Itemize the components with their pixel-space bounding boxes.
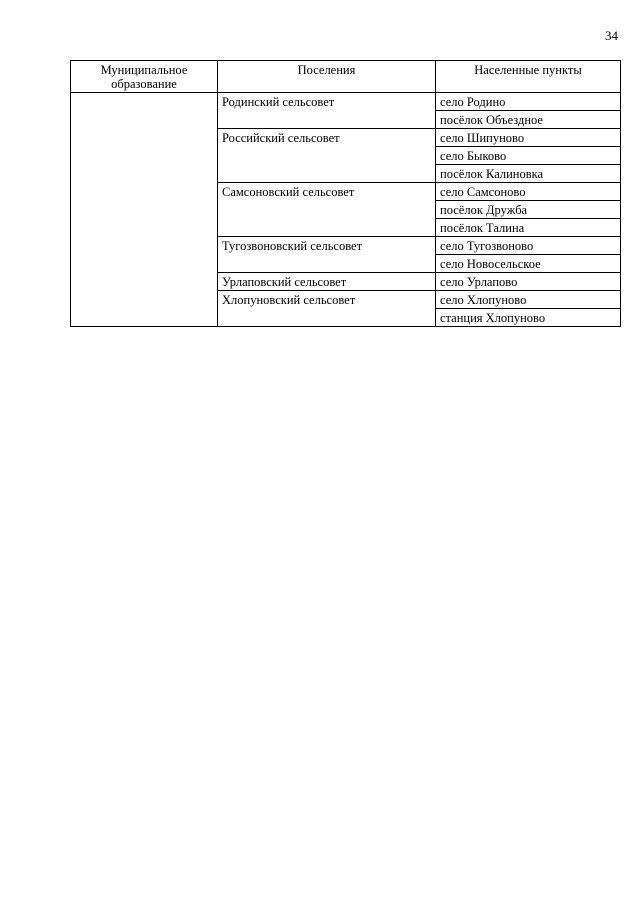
settlement-cell: Родинский сельсовет [218,93,436,129]
locality-cell: посёлок Калиновка [436,165,621,183]
locality-cell: село Тугозвоново [436,237,621,255]
locality-cell: село Хлопуново [436,291,621,309]
page-number: 34 [605,28,618,43]
locality-cell: посёлок Объездное [436,111,621,129]
settlement-cell: Хлопуновский сельсовет [218,291,436,327]
settlement-cell: Тугозвоновский сельсовет [218,237,436,273]
locality-cell: посёлок Талина [436,219,621,237]
header-localities: Населенные пункты [436,61,621,93]
settlement-cell: Российский сельсовет [218,129,436,183]
locality-cell: станция Хлопуново [436,309,621,327]
municipality-cell [71,93,218,327]
header-settlements: Поселения [218,61,436,93]
locality-cell: село Быково [436,147,621,165]
settlement-cell: Урлаповский сельсовет [218,273,436,291]
table-row [71,93,621,111]
locality-cell: село Шипуново [436,129,621,147]
table-body [71,93,621,327]
header-row [71,61,621,93]
locality-cell: село Новосельское [436,255,621,273]
header-municipality: Муниципальное образование [71,61,218,93]
settlement-cell: Самсоновский сельсовет [218,183,436,237]
locality-cell: село Самсоново [436,183,621,201]
locality-cell: село Урлапово [436,273,621,291]
table-header [71,61,621,93]
locality-cell: посёлок Дружба [436,201,621,219]
settlements-table [70,60,621,327]
locality-cell: село Родино [436,93,621,111]
